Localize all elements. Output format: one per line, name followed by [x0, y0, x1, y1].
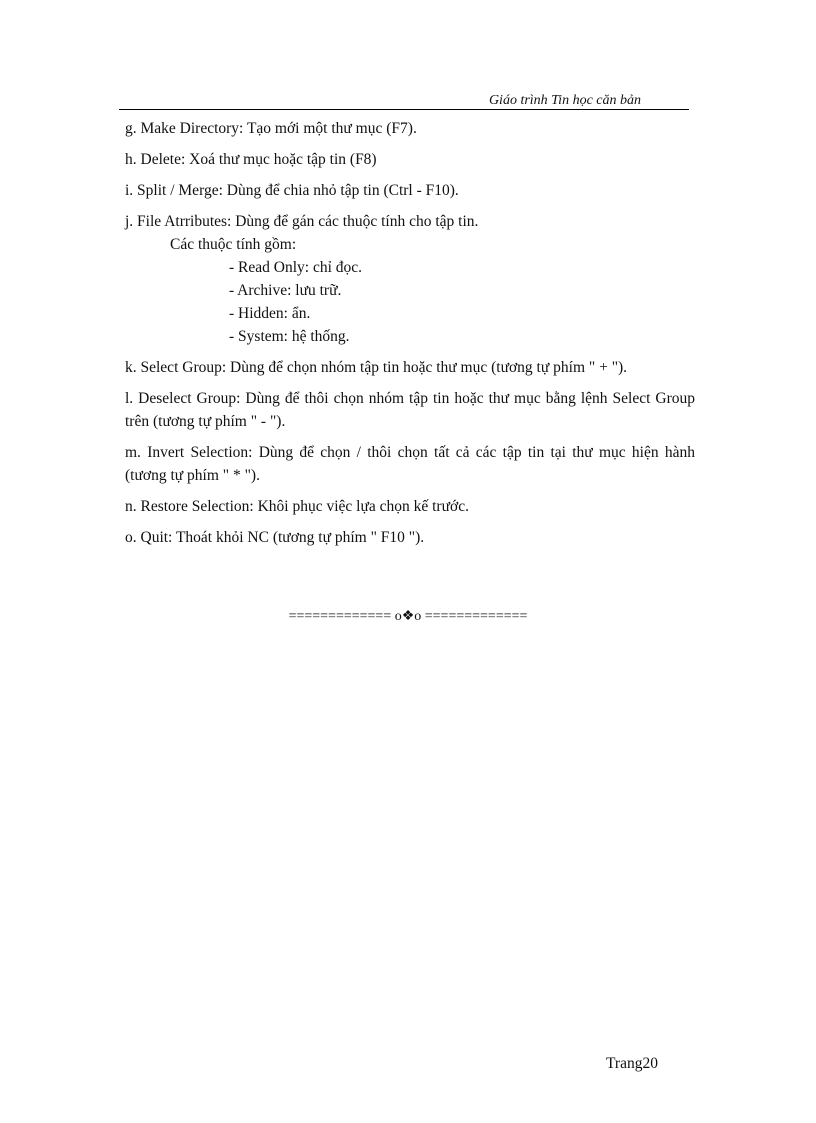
page-header: [119, 93, 689, 110]
attribute-system: - System: hệ thống.: [229, 328, 350, 345]
item-invert-selection: m. Invert Selection: Dùng để chọn / thôi chọn tất cả các tập tin tại thư mục hiện hành (tương tự phím " * ").: [125, 444, 695, 484]
document-body: [125, 117, 695, 557]
item-quit: o. Quit: Thoát khỏi NC (tương tự phím " F10 ").: [125, 529, 425, 546]
item-restore-selection: n. Restore Selection: Khôi phục việc lựa chọn kế trước.: [125, 498, 469, 515]
attribute-read-only: - Read Only: chỉ đọc.: [229, 259, 363, 276]
page-number: Trang20: [606, 1055, 658, 1072]
attributes-intro: Các thuộc tính gồm:: [170, 236, 297, 253]
item-deselect-group: l. Deselect Group: Dùng để thôi chọn nhóm tập tin hoặc thư mục bằng lệnh Select Group trên (tương tự phím " - ").: [125, 390, 695, 430]
header-title: Giáo trình Tin học căn bản: [488, 93, 641, 108]
attribute-hidden: - Hidden: ẩn.: [229, 305, 311, 322]
item-select-group: k. Select Group: Dùng để chọn nhóm tập tin hoặc thư mục (tương tự phím " + ").: [125, 359, 628, 376]
item-split-merge: i. Split / Merge: Dùng để chia nhỏ tập tin (Ctrl - F10).: [125, 182, 459, 199]
attribute-archive: - Archive: lưu trữ.: [229, 282, 342, 299]
item-make-directory: g. Make Directory: Tạo mới một thư mục (F7).: [125, 120, 417, 137]
item-delete: h. Delete: Xoá thư mục hoặc tập tin (F8): [125, 151, 377, 168]
item-file-attributes: j. File Atrributes: Dùng để gán các thuộc tính cho tập tin.: [125, 213, 479, 230]
section-divider: ============= o❖o =============: [288, 609, 528, 624]
